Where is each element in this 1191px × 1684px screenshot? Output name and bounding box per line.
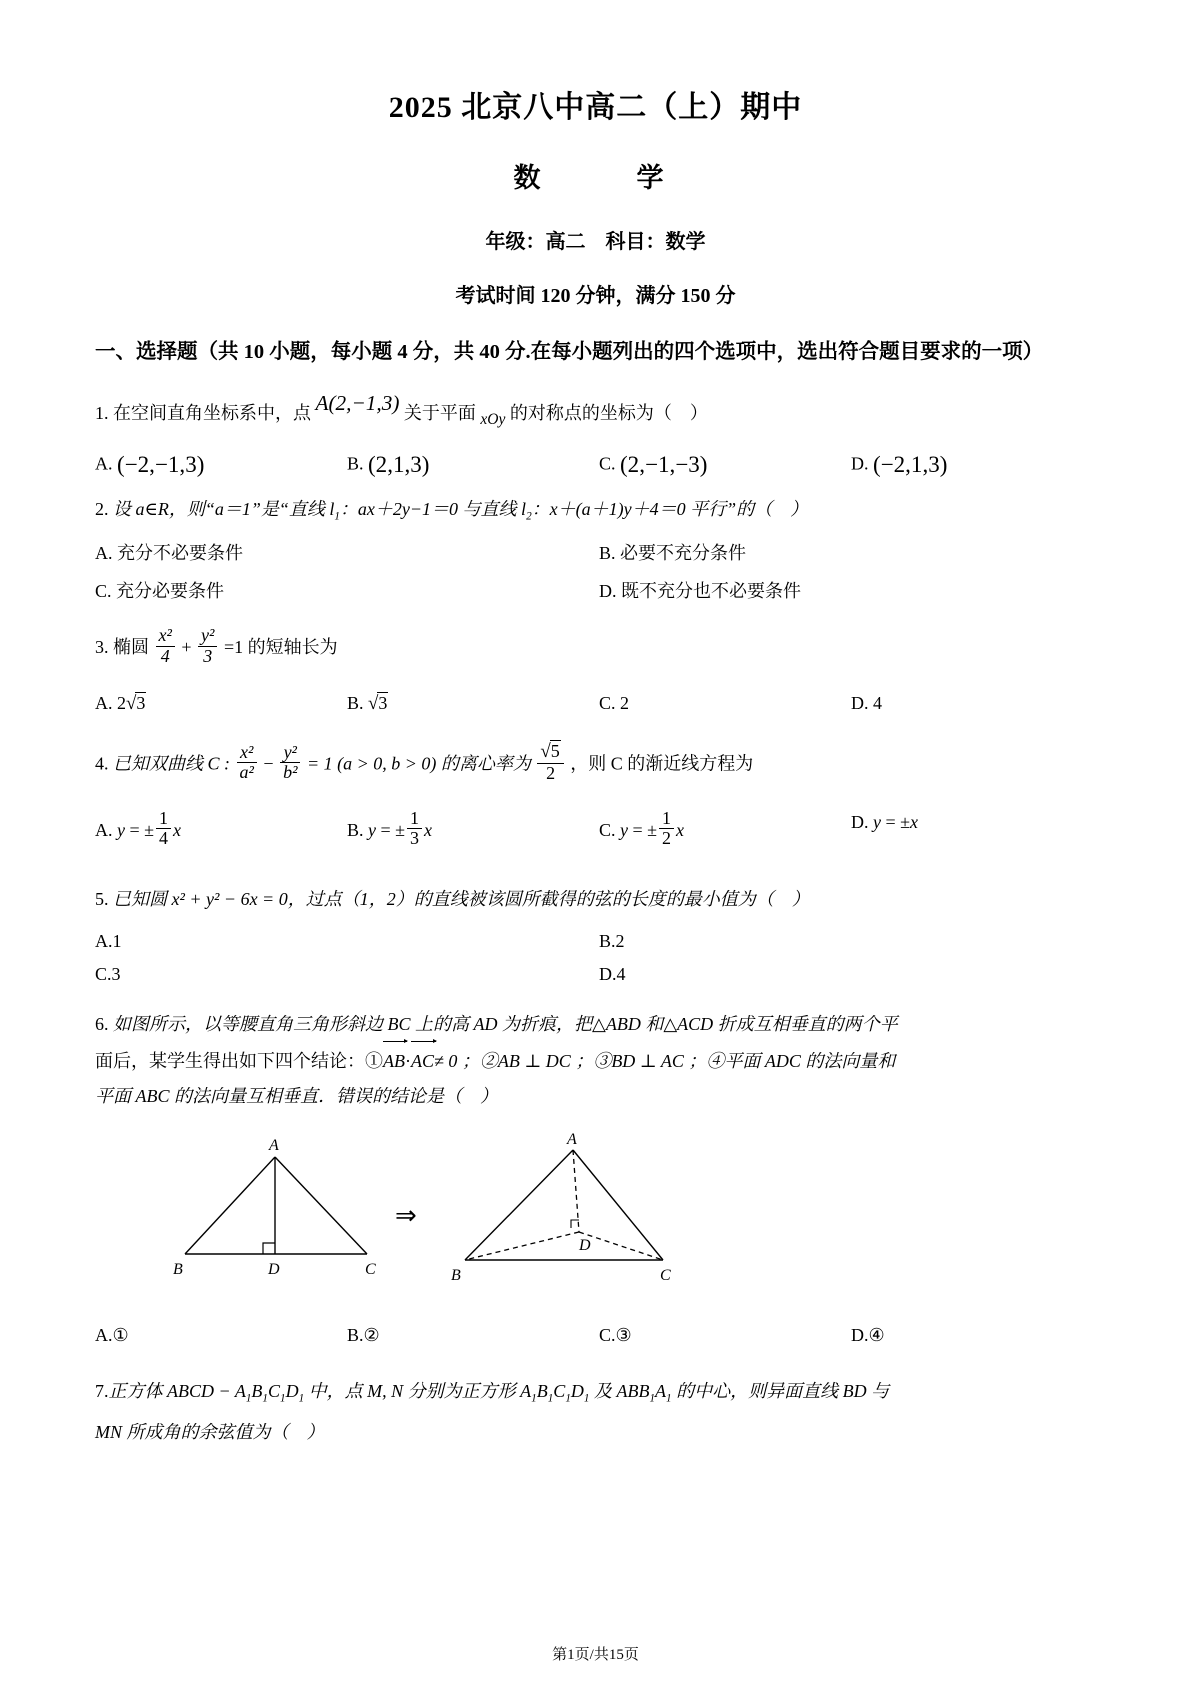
q4-option-b[interactable] <box>347 807 599 852</box>
q4-fraction-1 <box>237 743 257 783</box>
q6-line3-text: 平面 ABC 的法向量互相垂直．错误的结论是（ ） <box>95 1085 498 1106</box>
question-1-options <box>95 451 1103 478</box>
q7-sub-9: 1 <box>649 1392 656 1405</box>
q5-option-c-value: 3 <box>111 963 121 984</box>
q7-sub-6: 1 <box>547 1392 554 1405</box>
q2-sub2: 2 <box>526 510 532 523</box>
q6-option-b[interactable] <box>347 1325 599 1346</box>
q4-option-c[interactable] <box>599 807 851 852</box>
q4-option-a[interactable] <box>95 807 347 852</box>
q2-option-d-value: 既不充分也不必要条件 <box>621 581 801 602</box>
q7-sub-4: 1 <box>298 1392 305 1405</box>
q3-tail: =1 的短轴长为 <box>223 637 338 658</box>
q3-frac2-num: y² <box>198 626 217 646</box>
figure-label-D-left: D <box>268 1261 280 1279</box>
question-2 <box>95 492 1103 527</box>
q1-option-c-value: (2,−1,−3) <box>620 451 708 477</box>
q2-option-b-value: 必要不充分条件 <box>620 543 747 564</box>
q2-option-d-label: D. <box>599 581 617 602</box>
q7-line1-h: D <box>570 1381 584 1402</box>
q4-frac2-num: y² <box>280 743 300 763</box>
question-6-figure <box>155 1132 1103 1317</box>
q6-line-1 <box>95 1007 1103 1042</box>
q7-sub-5: 1 <box>531 1392 537 1405</box>
question-5-options-row1 <box>95 931 1103 952</box>
q1-text-c: 的对称点的坐标为（ ） <box>509 402 708 423</box>
q4-option-c-label: C. <box>599 819 616 840</box>
q1-option-c[interactable] <box>599 451 851 478</box>
time-score-line: 考试时间 120 分钟，满分 150 分 <box>455 285 736 307</box>
q2-option-c-label: C. <box>95 581 112 602</box>
q7-sub-10: 1 <box>666 1392 672 1405</box>
q3-lead: 椭圆 <box>113 637 149 658</box>
q4-ecc-num: √5 <box>537 742 563 763</box>
q7-line1-k: 的中心，则异面直线 BD 与 <box>671 1381 890 1402</box>
q1-option-a[interactable] <box>95 451 347 478</box>
q6-line1-text: 如图所示，以等腰直角三角形斜边 BC 上的高 AD 为折痕，把△ABD 和△ACD 折成互相垂直的两个平 <box>113 1013 898 1034</box>
q6-option-b-value: ② <box>363 1325 380 1346</box>
q3-option-c[interactable] <box>599 693 851 715</box>
q4-option-d[interactable] <box>851 812 1103 852</box>
q6-option-c-value: ③ <box>615 1325 632 1346</box>
q6-option-c[interactable] <box>599 1325 851 1346</box>
folded-tetrahedron <box>465 1150 663 1260</box>
q6-option-a[interactable] <box>95 1325 347 1346</box>
q7-line-2 <box>95 1415 1103 1450</box>
q5-number: 5. <box>95 888 109 909</box>
q5-option-c-label: C. <box>95 963 112 984</box>
q3-plus: + <box>181 637 192 658</box>
figure-label-B-left: B <box>173 1261 183 1279</box>
q3-option-b[interactable] <box>347 693 599 715</box>
question-2-options-row2 <box>95 577 1103 603</box>
q3-frac1-den: 4 <box>160 645 170 666</box>
q1-option-b[interactable] <box>347 451 599 478</box>
q5-option-b-label: B. <box>599 930 616 951</box>
q5-text: 已知圆 x² + y² − 6x = 0，过点（1，2）的直线被该圆所截得的弦的长度的最小值为（ ） <box>113 888 810 909</box>
q5-option-a-value: 1 <box>112 930 122 951</box>
q7-line1-b: B <box>251 1381 263 1402</box>
q5-option-a-label: A. <box>95 930 113 951</box>
q1-option-b-label: B. <box>347 453 364 474</box>
q7-sub-1: 1 <box>245 1392 252 1405</box>
q7-sub-3: 1 <box>279 1392 286 1405</box>
q1-option-d-value: (−2,1,3) <box>873 451 948 477</box>
folded-tetrahedron-hidden-edges <box>465 1150 663 1260</box>
q7-line1-i: 及 ABB <box>589 1381 650 1402</box>
question-4-options <box>95 807 1103 852</box>
q4-option-b-label: B. <box>347 819 364 840</box>
q4-option-d-value: y = ±x <box>873 811 919 832</box>
q3-option-a-label: A. <box>95 692 113 713</box>
q4-frac2-den: b² <box>283 762 298 783</box>
q6-option-c-label: C. <box>599 1325 616 1346</box>
q7-line1-g: C <box>553 1381 566 1402</box>
section-heading: 一、选择题（共 10 小题，每小题 4 分，共 40 分.在每小题列出的四个选项中，选出符合题目要求的一项） <box>95 341 1044 363</box>
question-7 <box>95 1374 1103 1450</box>
q6-dot: · <box>405 1050 411 1071</box>
q3-fraction-2 <box>198 626 217 666</box>
q3-option-c-value: 2 <box>620 692 630 713</box>
q2-option-a[interactable] <box>95 539 599 565</box>
question-6-options <box>95 1325 1103 1346</box>
q1-option-a-label: A. <box>95 453 113 474</box>
q6-vector-ab <box>383 1042 405 1079</box>
q4-option-a-label: A. <box>95 819 113 840</box>
q6-option-d-value: ④ <box>868 1325 885 1346</box>
q2-option-c[interactable] <box>95 577 599 603</box>
q2-suffix: ：x＋(a＋1)y＋4＝0 平行”的（ ） <box>531 499 809 519</box>
q4-option-a-value: y = ± $\frac{1}{4}$ x <box>117 807 182 849</box>
q3-option-b-label: B. <box>347 692 364 713</box>
q6-option-d[interactable] <box>851 1325 1103 1346</box>
q7-line1-d: D <box>285 1381 299 1402</box>
q2-number: 2. <box>95 499 109 519</box>
q2-sub1: 1 <box>334 510 340 523</box>
q4-option-c-value: y = ± $\frac{1}{2}$ x <box>620 807 685 849</box>
q7-number: 7. <box>95 1381 109 1402</box>
q5-option-a[interactable] <box>95 931 599 952</box>
q4-frac1-den: a² <box>239 762 254 783</box>
q3-option-b-value: √3 <box>368 692 388 714</box>
q1-number: 1. <box>95 402 109 423</box>
q5-option-b-value: 2 <box>615 930 625 951</box>
q1-option-b-value: (2,1,3) <box>368 451 430 477</box>
flat-triangle <box>185 1157 367 1254</box>
exam-content <box>0 334 1191 1450</box>
q1-option-d[interactable] <box>851 451 1103 478</box>
q3-frac2-den: 3 <box>203 645 213 666</box>
q3-option-d-label: D. <box>851 692 869 713</box>
q3-fraction-1 <box>156 626 175 666</box>
q6-option-b-label: B. <box>347 1325 364 1346</box>
question-4 <box>95 741 1103 786</box>
q2-option-b[interactable] <box>599 539 1103 565</box>
question-3-options <box>95 693 1103 715</box>
q6-option-a-label: A. <box>95 1325 113 1346</box>
q7-line-1 <box>95 1374 1103 1409</box>
q2-option-a-label: A. <box>95 543 113 564</box>
q4-minus: − <box>263 753 274 774</box>
subject-title: 数 学 <box>513 163 678 193</box>
q4-tail: ，则 C 的渐近线方程为 <box>570 753 754 774</box>
q4-option-d-label: D. <box>851 811 869 832</box>
figure-arrow: ⇒ <box>395 1201 417 1231</box>
q6-vector-ab-label: AB <box>383 1050 405 1071</box>
question-5-options-row2 <box>95 964 1103 985</box>
question-5 <box>95 882 1103 917</box>
figure-label-D-right: D <box>579 1237 591 1255</box>
q6-option-d-label: D. <box>851 1325 869 1346</box>
figure-label-A-right: A <box>567 1132 577 1149</box>
q6-line2-b: ≠ 0 ；②AB ⊥ DC ；③BD ⊥ AC ；④平面 ADC 的法向量和 <box>434 1050 896 1071</box>
q3-option-c-label: C. <box>599 692 616 713</box>
q2-prefix: 设 a∈R，则“a＝1”是“直线 l <box>113 499 335 519</box>
q2-mid: ：ax＋2y−1＝0 与直线 l <box>339 499 527 519</box>
q6-line-3 <box>95 1079 1103 1114</box>
q3-frac1-num: x² <box>156 626 175 646</box>
q7-line1-j: A <box>655 1381 667 1402</box>
q1-option-c-label: C. <box>599 453 616 474</box>
page-title: 2025 北京八中高二（上）期中 <box>388 91 803 124</box>
q1-plane: xOy <box>480 410 506 428</box>
q5-option-b[interactable] <box>599 931 1103 952</box>
q2-option-d[interactable] <box>599 577 1103 603</box>
q1-text-b: 关于平面 <box>403 402 476 423</box>
q5-option-d[interactable] <box>599 964 1103 985</box>
q7-line1-e: 中，点 M, N 分别为正方形 A <box>304 1381 532 1402</box>
question-3 <box>95 625 1103 669</box>
q5-option-d-value: 4 <box>616 963 626 984</box>
q3-option-a[interactable] <box>95 693 347 715</box>
q7-sub-2: 1 <box>262 1392 268 1405</box>
figure-label-C-left: C <box>365 1261 376 1279</box>
q4-frac1-num: x² <box>237 743 257 763</box>
question-1 <box>95 386 1103 439</box>
q3-option-a-value: 2√3 <box>117 692 146 714</box>
question-2-options-row1 <box>95 539 1103 565</box>
q1-point: A(2,−1,3) <box>315 391 400 416</box>
q6-vector-ac-label: AC <box>411 1050 435 1071</box>
figure-label-A-left: A <box>269 1137 279 1155</box>
q7-line1-f: B <box>536 1381 548 1402</box>
q6-line2-a: 面后，某学生得出如下四个结论：① <box>95 1050 383 1071</box>
q6-vector-ac <box>411 1042 434 1079</box>
figure-label-B-right: B <box>451 1267 461 1285</box>
q3-option-d-value: 4 <box>873 692 882 713</box>
q2-option-b-label: B. <box>599 543 616 564</box>
q4-fraction-2 <box>280 743 300 783</box>
figure-label-C-right: C <box>660 1267 671 1285</box>
fold-triangle-diagram <box>155 1132 695 1312</box>
q1-option-d-label: D. <box>851 453 869 474</box>
q7-sub-7: 1 <box>565 1392 571 1405</box>
q4-eccentricity <box>537 742 563 783</box>
q2-option-a-value: 充分不必要条件 <box>117 543 243 564</box>
q6-line-2 <box>95 1042 1103 1079</box>
q6-number: 6. <box>95 1013 109 1034</box>
q7-sub-8: 1 <box>583 1392 590 1405</box>
q4-option-b-value: y = ± $\frac{1}{3}$ x <box>368 807 433 849</box>
q1-text-a: 在空间直角坐标系中，点 <box>113 402 311 423</box>
q7-line1-c: C <box>267 1381 280 1402</box>
q3-number: 3. <box>95 637 109 658</box>
q4-number: 4. <box>95 753 109 774</box>
question-6 <box>95 1007 1103 1114</box>
grade-subject-line: 年级：高二 科目：数学 <box>485 231 706 253</box>
q4-mid: = 1 (a > 0, b > 0) 的离心率为 <box>306 753 531 774</box>
q5-option-d-label: D. <box>599 963 617 984</box>
q7-line1-a: 正方体 ABCD − A <box>108 1381 246 1402</box>
q4-lead: 已知双曲线 C : <box>113 753 230 774</box>
q5-option-c[interactable] <box>95 964 599 985</box>
q2-option-c-value: 充分必要条件 <box>116 581 225 602</box>
q6-option-a-value: ① <box>112 1325 129 1346</box>
q1-option-a-value: (−2,−1,3) <box>117 451 205 477</box>
q4-ecc-den: 2 <box>546 762 556 783</box>
q7-line2-text: MN 所成角的余弦值为（ ） <box>95 1422 325 1443</box>
q3-option-d[interactable] <box>851 693 1103 715</box>
page-footer: 第1页/共15页 <box>552 1647 639 1663</box>
